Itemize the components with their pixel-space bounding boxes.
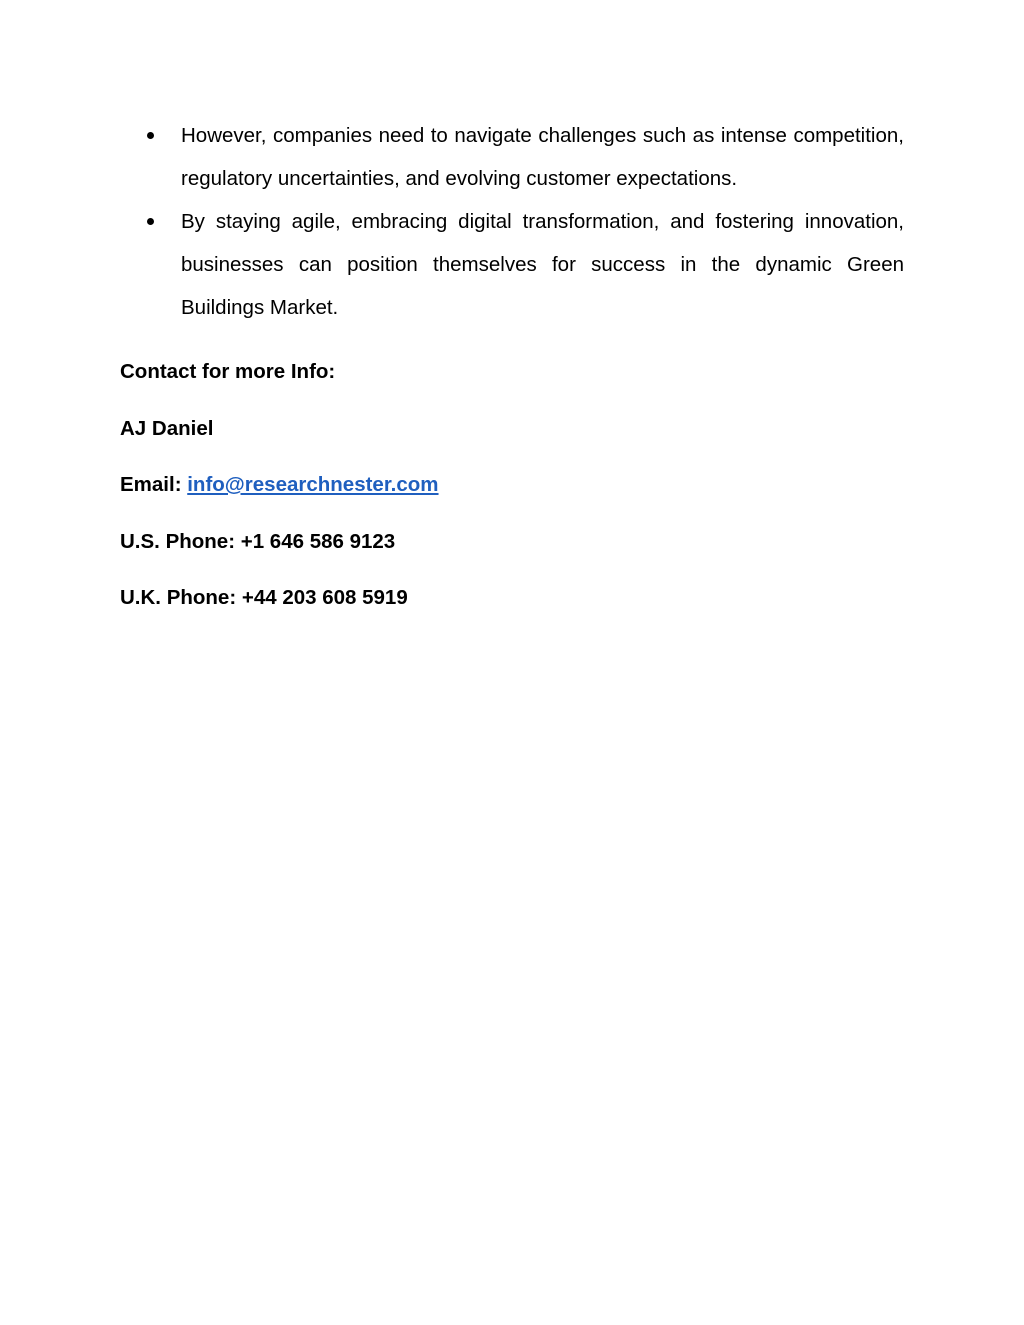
list-item bbox=[120, 200, 904, 329]
email-label: Email: bbox=[120, 473, 182, 496]
list-item-text: However, companies need to navigate challenges such as intense competition, regulatory uncertainties, and evolving customer expectations. bbox=[181, 124, 904, 190]
uk-phone: U.K. Phone: +44 203 608 5919 bbox=[120, 586, 408, 609]
email-line bbox=[120, 471, 820, 499]
contact-heading: Contact for more Info: bbox=[120, 360, 336, 383]
list-item bbox=[120, 114, 904, 200]
contact-name: AJ Daniel bbox=[120, 417, 214, 440]
bullet-icon bbox=[147, 132, 154, 139]
us-phone: U.S. Phone: +1 646 586 9123 bbox=[120, 530, 396, 553]
bullet-list bbox=[120, 114, 904, 329]
bullet-icon bbox=[147, 218, 154, 225]
email-link[interactable]: info@researchnester.com bbox=[187, 473, 439, 496]
list-item-text: By staying agile, embracing digital transformation, and fostering innovation, businesses can position themselves for success in the dynamic Green Buildings Market. bbox=[181, 210, 904, 319]
